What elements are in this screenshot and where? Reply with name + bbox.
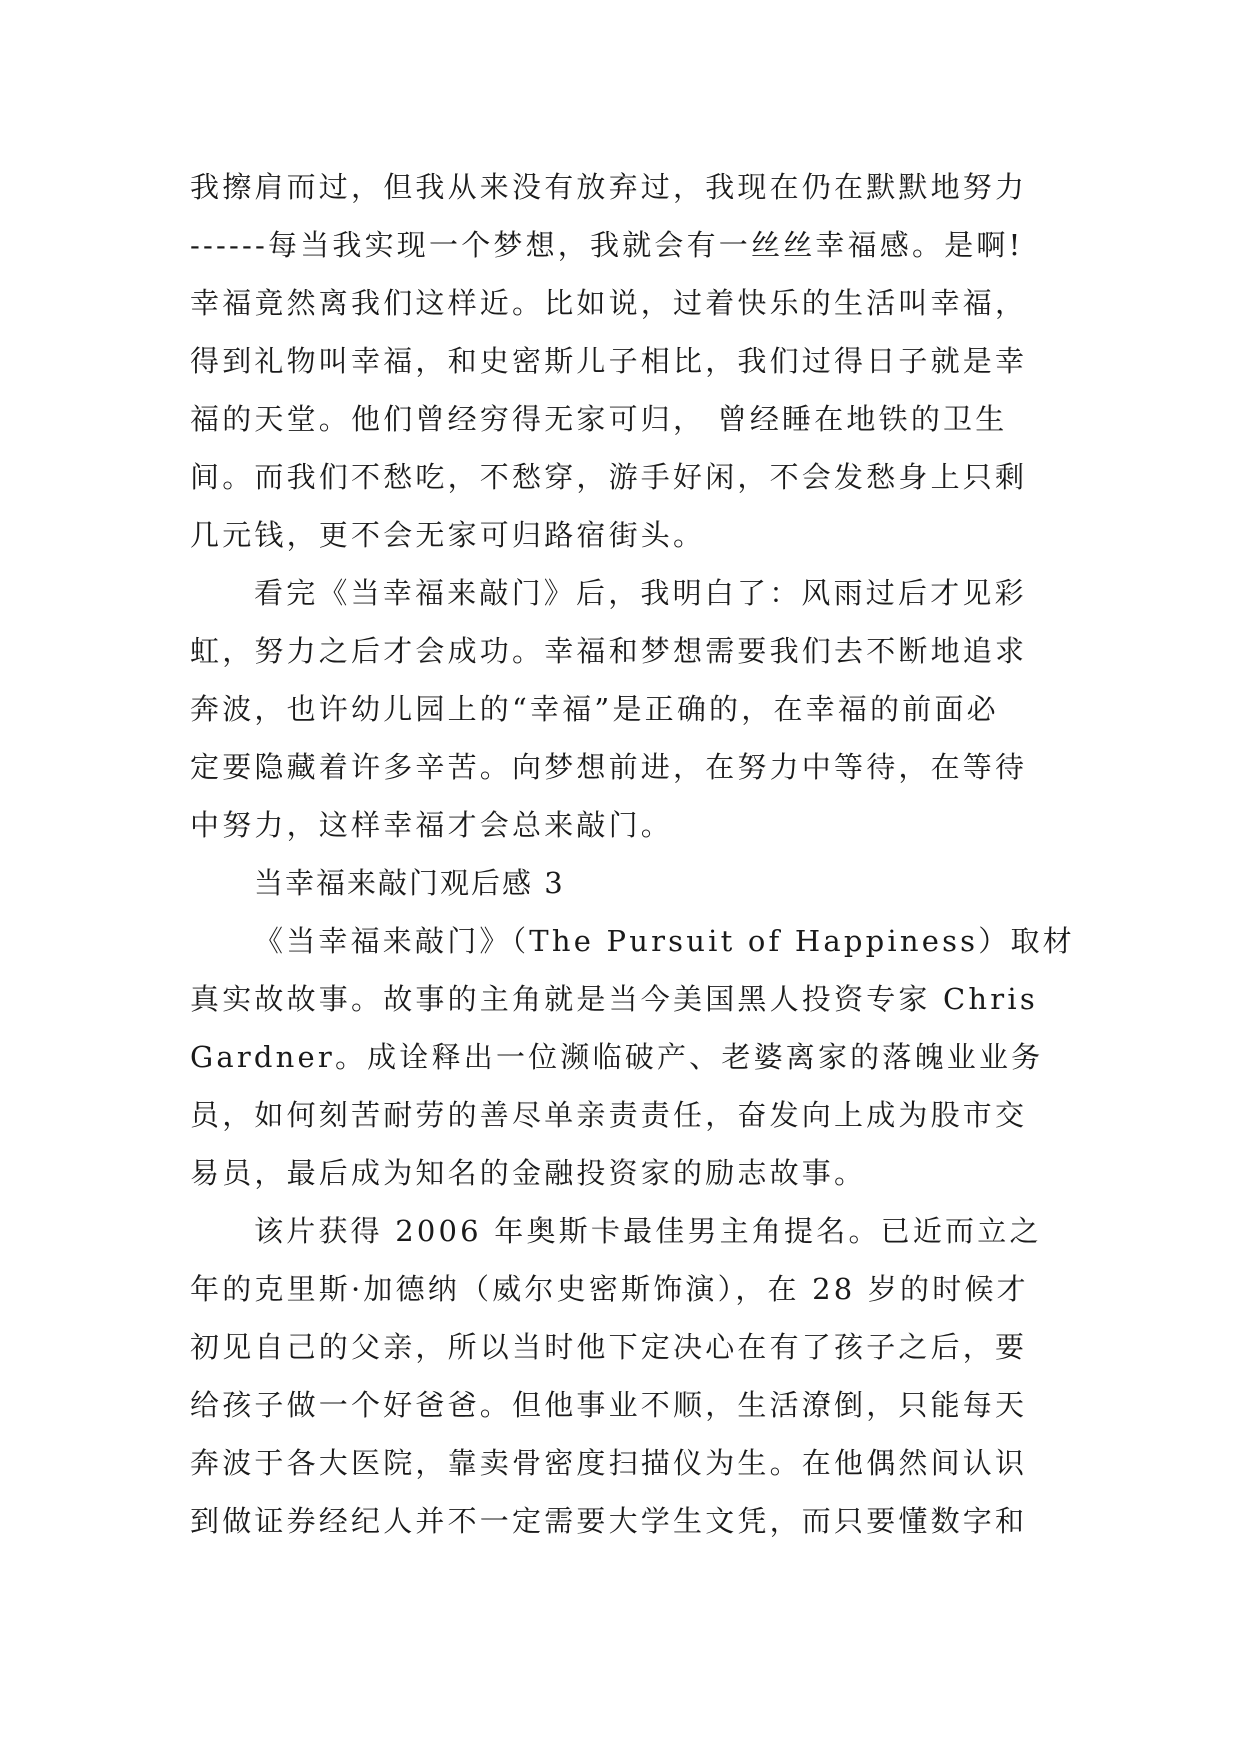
text-line: 给孩子做一个好爸爸。但他事业不顺，生活潦倒，只能每天: [190, 1388, 1028, 1422]
text-line: 得到礼物叫幸福，和史密斯儿子相比，我们过得日子就是幸: [190, 344, 1028, 378]
text-line: 初见自己的父亲，所以当时他下定决心在有了孩子之后，要: [190, 1330, 1028, 1364]
document-body: [190, 158, 1075, 1550]
text-line: 定要隐藏着许多辛苦。向梦想前进，在努力中等待，在等待: [190, 750, 1028, 784]
text-line: 虹，努力之后才会成功。幸福和梦想需要我们去不断地追求: [190, 634, 1028, 668]
section-subheading: 当幸福来敲门观后感 3: [254, 866, 565, 900]
text-line: Gardner。成诠释出一位濒临破产、老婆离家的落魄业业务: [190, 1040, 1044, 1074]
text-line: 福的天堂。他们曾经穷得无家可归， 曾经睡在地铁的卫生: [190, 402, 1008, 436]
text-line: 员，如何刻苦耐劳的善尽单亲责责任，奋发向上成为股市交: [190, 1098, 1028, 1132]
paragraph-3: [190, 912, 1075, 1202]
text-line: 间。而我们不愁吃，不愁穿，游手好闲，不会发愁身上只剩: [190, 460, 1028, 494]
text-line: 几元钱，更不会无家可归路宿街头。: [190, 518, 706, 552]
text-line: 幸福竟然离我们这样近。比如说，过着快乐的生活叫幸福，: [190, 286, 1028, 320]
text-line: 易员，最后成为知名的金融投资家的励志故事。: [190, 1156, 867, 1190]
text-line: 该片获得 2006 年奥斯卡最佳男主角提名。已近而立之: [254, 1214, 1042, 1248]
text-line: 到做证券经纪人并不一定需要大学生文凭，而只要懂数字和: [190, 1504, 1028, 1538]
paragraph-4: [190, 1202, 1070, 1550]
text-line: 真实故故事。故事的主角就是当今美国黑人投资专家 Chris: [190, 982, 1038, 1016]
text-line: 看完《当幸福来敲门》后，我明白了：风雨过后才见彩: [254, 576, 1027, 610]
text-line: 我擦肩而过，但我从来没有放弃过，我现在仍在默默地努力: [190, 170, 1028, 204]
text-line: 奔波于各大医院，靠卖骨密度扫描仪为生。在他偶然间认识: [190, 1446, 1028, 1480]
text-line: 《当幸福来敲门》（The Pursuit of Happiness）取材: [254, 924, 1075, 958]
text-line: 奔波，也许幼儿园上的“幸福”是正确的，在幸福的前面必: [190, 692, 999, 726]
text-line: 年的克里斯·加德纳（威尔史密斯饰演），在 28 岁的时候才: [190, 1272, 1029, 1306]
paragraph-1: [190, 158, 1070, 564]
text-line: ------每当我实现一个梦想，我就会有一丝丝幸福感。是啊!: [190, 228, 1024, 262]
text-line: 中努力，这样幸福才会总来敲门。: [190, 808, 674, 842]
paragraph-2: [190, 564, 1070, 854]
